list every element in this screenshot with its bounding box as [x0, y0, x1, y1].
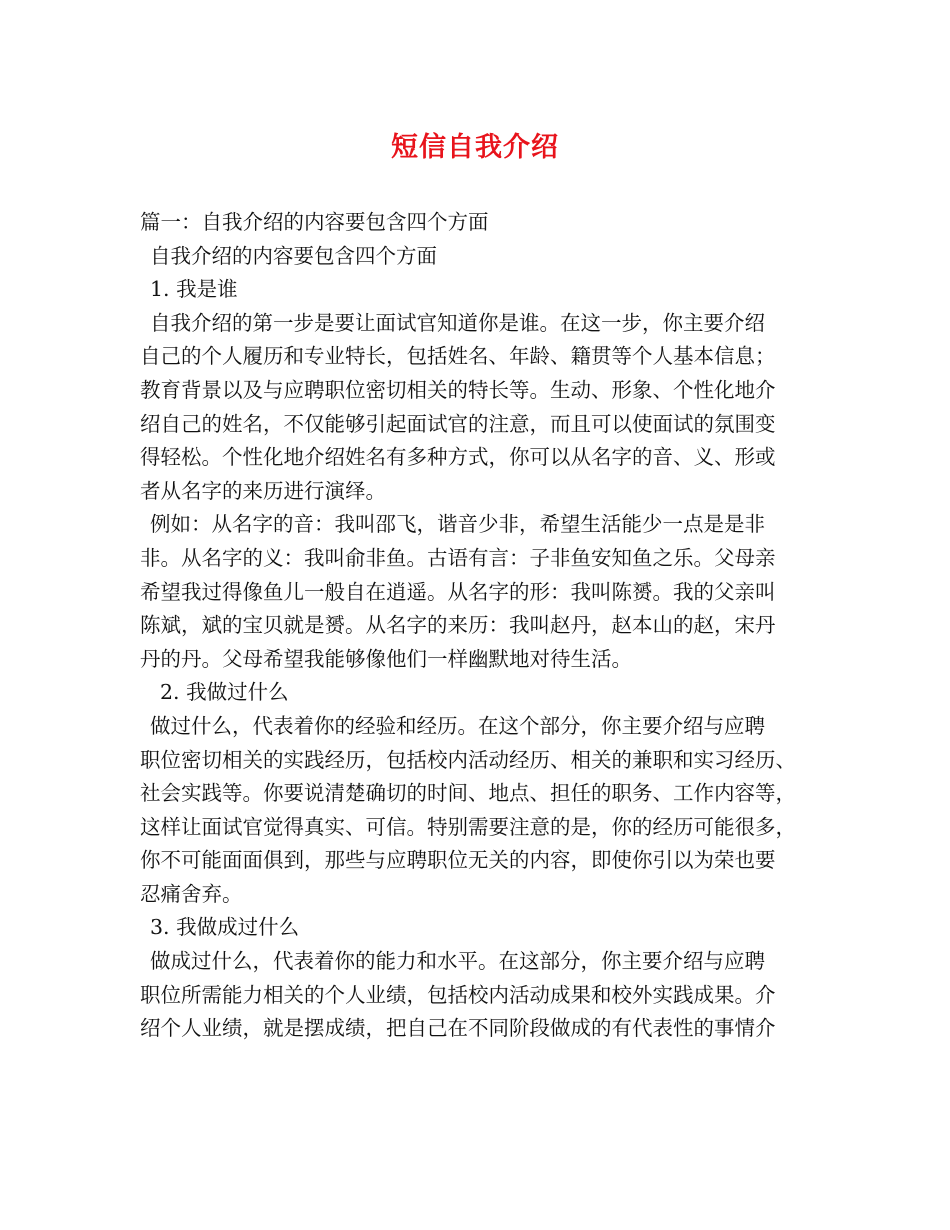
paragraph-line: 得轻松。个性化地介绍姓名有多种方式，你可以从名字的音、义、形或: [140, 445, 776, 470]
paragraph-line: 非。从名字的义：我叫俞非鱼。古语有言：子非鱼安知鱼之乐。父母亲: [140, 545, 776, 570]
paragraph-line: 职位密切相关的实践经历，包括校内活动经历、相关的兼职和实习经历、: [140, 747, 796, 772]
paragraph-line: 陈斌，斌的宝贝就是赟。从名字的来历：我叫赵丹，赵本山的赵，宋丹: [140, 613, 776, 638]
paragraph-line: 例如：从名字的音：我叫邵飞，谐音少非，希望生活能少一点是是非: [150, 512, 765, 537]
paragraph-line: 做过什么，代表着你的经验和经历。在这个部分，你主要介绍与应聘: [150, 713, 765, 738]
paragraph-line: 绍自己的姓名，不仅能够引起面试官的注意，而且可以使面试的氛围变: [140, 411, 776, 436]
paragraph-line: 自我介绍的第一步是要让面试官知道你是谁。在这一步，你主要介绍: [150, 310, 765, 335]
paragraph-line: 丹的丹。父母希望我能够像他们一样幽默地对待生活。: [140, 646, 632, 671]
paragraph-line: 自己的个人履历和专业特长，包括姓名、年龄、籍贯等个人基本信息；: [140, 344, 776, 369]
paragraph-line: 教育背景以及与应聘职位密切相关的特长等。生动、形象、个性化地介: [140, 377, 776, 402]
paragraph-line: 你不可能面面俱到，那些与应聘职位无关的内容，即使你引以为荣也要: [140, 848, 776, 873]
paragraph-line: 职位所需能力相关的个人业绩，包括校内活动成果和校外实践成果。介: [140, 982, 776, 1007]
paragraph-line: 做成过什么，代表着你的能力和水平。在这部分，你主要介绍与应聘: [150, 949, 765, 974]
paragraph-line: 自我介绍的内容要包含四个方面: [150, 243, 437, 268]
paragraph-line: 绍个人业绩，就是摆成绩，把自己在不同阶段做成的有代表性的事情介: [140, 1016, 776, 1041]
paragraph-line: 这样让面试官觉得真实、可信。特别需要注意的是，你的经历可能很多，: [140, 814, 796, 839]
paragraph-line: 忍痛舍弃。: [140, 881, 243, 906]
numbered-heading: 1. 我是谁: [150, 277, 238, 302]
numbered-heading: 3. 我做成过什么: [150, 915, 300, 940]
document-body: [140, 206, 840, 1046]
document-title: 短信自我介绍: [391, 132, 559, 163]
section-heading: 篇一：自我介绍的内容要包含四个方面: [140, 210, 489, 234]
paragraph-line: 社会实践等。你要说清楚确切的时间、地点、担任的职务、工作内容等，: [140, 781, 796, 806]
paragraph-line: 希望我过得像鱼儿一般自在逍遥。从名字的形：我叫陈赟。我的父亲叫: [140, 579, 776, 604]
numbered-heading: 2. 我做过什么: [160, 680, 289, 705]
paragraph-line: 者从名字的来历进行演绎。: [140, 478, 386, 503]
